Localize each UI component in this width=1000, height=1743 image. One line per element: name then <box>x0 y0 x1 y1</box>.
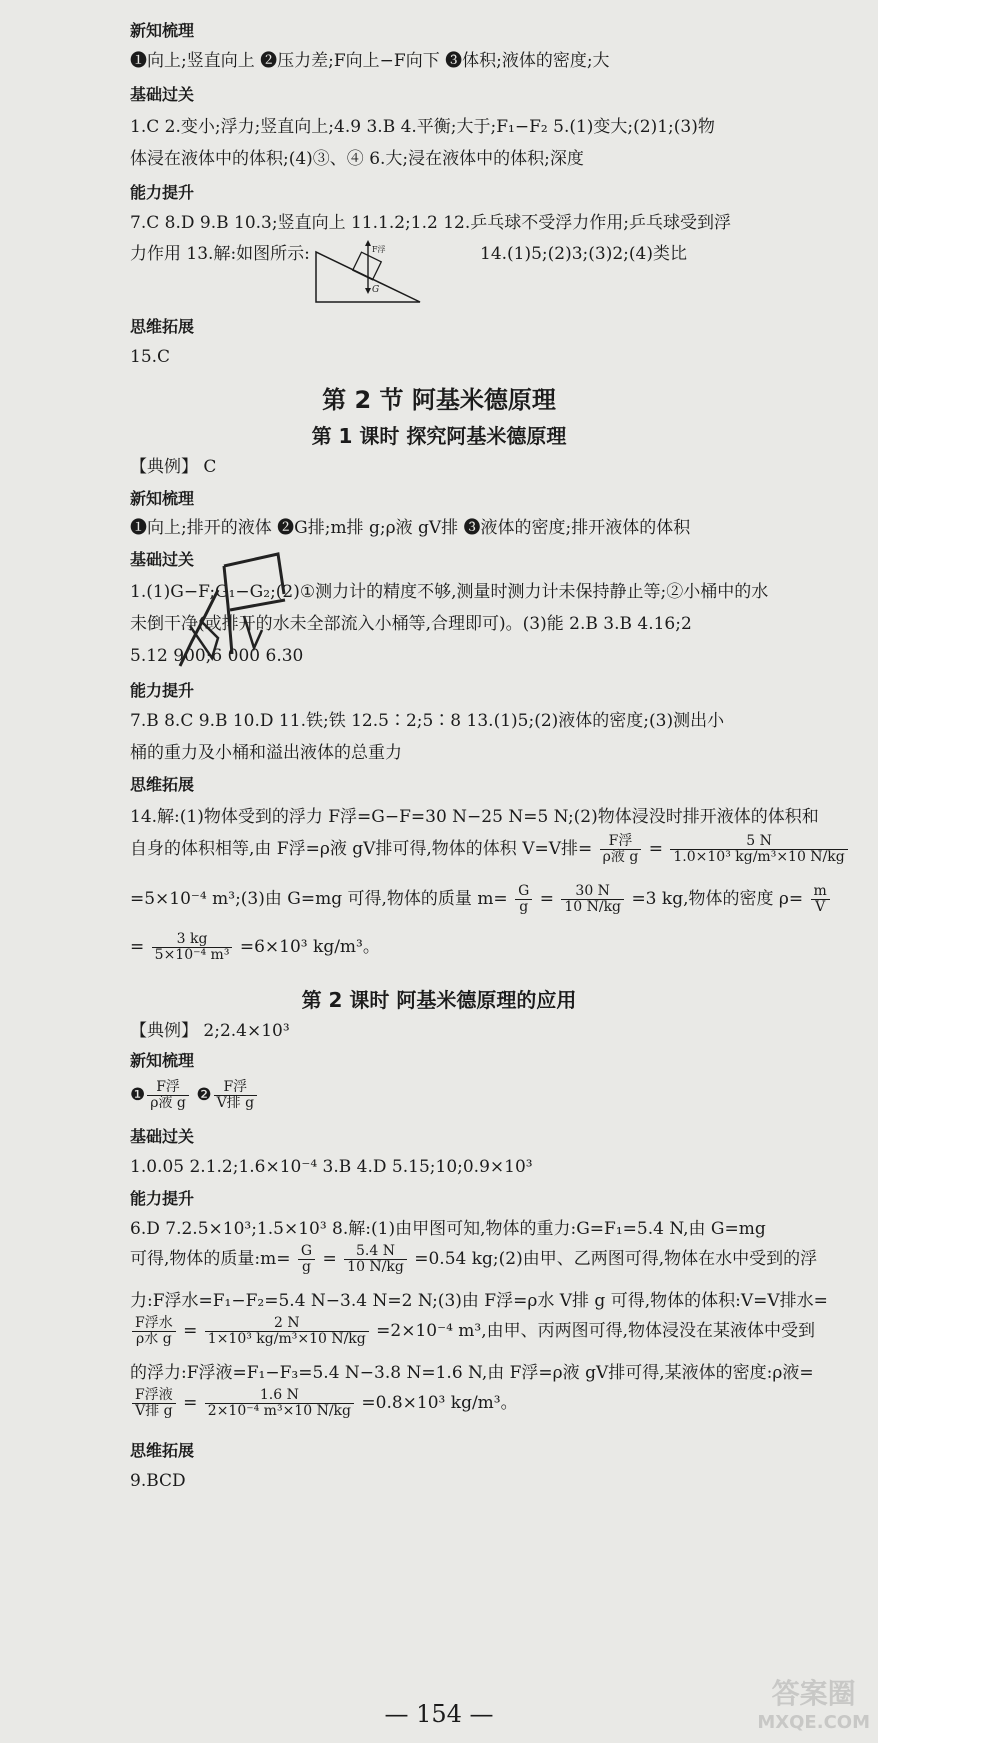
page-number: — 154 — <box>384 1700 494 1728</box>
heading-basic-3: 基础过关 <box>130 1127 195 1146</box>
ability-3-line-6: $\frac{\text{F浮液}}{\text{V排 g}}$ = $\frac{1.6 N}{\text{2×10⁻⁴ m³×10 N/kg}}$ =0.8×10³ kg/m³。 <box>130 1388 518 1419</box>
basic-2-line-3: 5.12 900;6 000 6.30 <box>130 646 304 666</box>
q14-line-3: =5×10⁻⁴ m³;(3)由 G=mg 可得,物体的质量 m= $\frac{G}{g}$ = $\frac{30 N}{10 N/kg}$ =3 kg,物体的密度 ρ= $\frac{m}{V}$ <box>130 884 832 915</box>
thinking-answer: 15.C <box>130 347 171 367</box>
heading-thinking: 思维拓展 <box>130 317 195 336</box>
ability-2-line-2: 桶的重力及小桶和溢出液体的总重力 <box>130 743 402 763</box>
heading-basic: 基础过关 <box>130 85 195 104</box>
ability-answers-line-2b: 14.(1)5;(2)3;(3)2;(4)类比 <box>480 244 687 264</box>
fraction-density-calc-2: $\frac{1.6 N}{\text{2×10⁻⁴ m³×10 N/kg}}$ <box>205 1388 354 1419</box>
basic-2-line-2: 未倒干净(或排开的水未全部流入小桶等,合理即可)。(3)能 2.B 3.B 4.16;2 <box>130 614 692 634</box>
fraction-density-calc: $\frac{3 kg}{\text{5×10⁻⁴ m³}}$ <box>152 932 233 963</box>
heading-thinking-2: 思维拓展 <box>130 775 195 794</box>
gravity-label: G <box>372 285 380 295</box>
buoyancy-label: F浮 <box>372 245 386 254</box>
basic-3-line-1: 1.0.05 2.1.2;1.6×10⁻⁴ 3.B 4.D 5.15;10;0.9×10³ <box>130 1157 533 1177</box>
fraction-mass-calc-2: $\frac{5.4 N}{10 N/kg}$ <box>344 1244 407 1275</box>
fraction-volume-calc: $\frac{5 N}{\text{1.0×10³ kg/m³×10 N/kg}}$ <box>670 834 847 865</box>
fraction-volume-calc-2: $\frac{2 N}{\text{1×10³ kg/m³×10 N/kg}}$ <box>205 1316 369 1347</box>
handwritten-scribble <box>170 546 310 678</box>
thinking-answer-3: 9.BCD <box>130 1471 186 1491</box>
new-knowledge-formulas: ❶ $\frac{\text{F浮}}{\text{ρ液 g}}$ ❷ $\frac{\text{F浮}}{\text{V排 g}}$ <box>130 1080 259 1111</box>
formula-1: $\frac{\text{F浮}}{\text{ρ液 g}}$ <box>147 1080 189 1111</box>
fraction-m-over-V: $\frac{m}{V}$ <box>811 884 830 915</box>
lesson-1-title: 第 1 课时 探究阿基米德原理 <box>311 424 567 448</box>
right-margin <box>878 0 1000 1743</box>
fraction-G-over-g: $\frac{G}{g}$ <box>515 884 532 915</box>
incline-force-diagram <box>312 238 424 306</box>
q14-line-4: = $\frac{3 kg}{\text{5×10⁻⁴ m³}}$ =6×10³ kg/m³。 <box>130 931 380 963</box>
heading-ability: 能力提升 <box>130 183 195 202</box>
basic-2-line-1: 1.(1)G−F;G₁−G₂;(2)①测力计的精度不够,测量时测力计未保持静止等;②小桶中的水 <box>130 582 769 602</box>
watermark-logo: 答案圈 MXQE.COM <box>757 1677 870 1733</box>
example-answer-2: 【典例】 2;2.4×10³ <box>130 1021 290 1041</box>
fraction-mass-calc: $\frac{30 N}{10 N/kg}$ <box>561 884 624 915</box>
fraction-G-over-g-2: $\frac{G}{g}$ <box>298 1244 315 1275</box>
new-knowledge-answers-2: ❶向上;排开的液体 ❷G排;m排 g;ρ液 gV排 ❸液体的密度;排开液体的体积 <box>130 518 691 538</box>
heading-new-knowledge-2: 新知梳理 <box>130 489 195 508</box>
example-answer: 【典例】 C <box>130 457 217 477</box>
heading-new-knowledge-3: 新知梳理 <box>130 1051 195 1070</box>
heading-basic-2: 基础过关 <box>130 550 195 569</box>
ability-3-line-5: 的浮力:F浮液=F₁−F₃=5.4 N−3.8 N=1.6 N,由 F浮=ρ液 gV排可得,某液体的密度:ρ液= <box>130 1363 814 1383</box>
ability-2-line-1: 7.B 8.C 9.B 10.D 11.铁;铁 12.5∶2;5∶8 13.(1)5;(2)液体的密度;(3)测出小 <box>130 711 725 731</box>
q14-line-1: 14.解:(1)物体受到的浮力 F浮=G−F=30 N−25 N=5 N;(2)物体浸没时排开液体的体积和 <box>130 807 819 827</box>
heading-ability-3: 能力提升 <box>130 1189 195 1208</box>
ability-3-line-3: 力:F浮水=F₁−F₂=5.4 N−3.4 N=2 N;(3)由 F浮=ρ水 V排 g 可得,物体的体积:V=V排水= <box>130 1291 828 1311</box>
fraction-liquid-buoyancy: $\frac{\text{F浮液}}{\text{V排 g}}$ <box>132 1388 176 1419</box>
new-knowledge-answers: ❶向上;竖直向上 ❷压力差;F向上−F向下 ❸体积;液体的密度;大 <box>130 51 610 71</box>
heading-ability-2: 能力提升 <box>130 681 195 700</box>
lesson-2-title: 第 2 课时 阿基米德原理的应用 <box>301 988 577 1012</box>
basic-answers-line-1: 1.C 2.变小;浮力;竖直向上;4.9 3.B 4.平衡;大于;F₁−F₂ 5.(1)变大;(2)1;(3)物 <box>130 117 715 137</box>
fraction-buoyancy-over-density: $\frac{\text{F浮}}{\text{ρ液 g}}$ <box>600 834 642 865</box>
ability-answers-line-1: 7.C 8.D 9.B 10.3;竖直向上 11.1.2;1.2 12.乒乓球不受浮力作用;乒乓球受到浮 <box>130 213 731 233</box>
heading-thinking-3: 思维拓展 <box>130 1441 195 1460</box>
basic-answers-line-2: 体浸在液体中的体积;(4)③、④ 6.大;浸在液体中的体积;深度 <box>130 149 584 169</box>
fraction-water-buoyancy: $\frac{\text{F浮水}}{\text{ρ水 g}}$ <box>132 1316 176 1347</box>
ability-3-line-1: 6.D 7.2.5×10³;1.5×10³ 8.解:(1)由甲图可知,物体的重力:G=F₁=5.4 N,由 G=mg <box>130 1219 766 1239</box>
section-title: 第 2 节 阿基米德原理 <box>322 386 556 414</box>
heading-new-knowledge: 新知梳理 <box>130 21 195 40</box>
ability-3-line-2: 可得,物体的质量:m= $\frac{G}{g}$ = $\frac{5.4 N}{10 N/kg}$ =0.54 kg;(2)由甲、乙两图可得,物体在水中受到的浮 <box>130 1243 818 1275</box>
ability-3-line-4: $\frac{\text{F浮水}}{\text{ρ水 g}}$ = $\frac{2 N}{\text{1×10³ kg/m³×10 N/kg}}$ =2×10⁻⁴ m³,由甲、丙两图可得,物体浸没在某液体中受到 <box>130 1316 815 1347</box>
ability-answers-line-2a: 力作用 13.解:如图所示: <box>130 244 310 264</box>
formula-2: $\frac{\text{F浮}}{\text{V排 g}}$ <box>214 1080 258 1111</box>
q14-line-2: 自身的体积相等,由 F浮=ρ液 gV排可得,物体的体积 V=V排= $\frac{\text{F浮}}{\text{ρ液 g}}$ = $\frac{5 N}{\text{1.0×10³ kg/m³×10 N/kg}}$ <box>130 834 850 865</box>
